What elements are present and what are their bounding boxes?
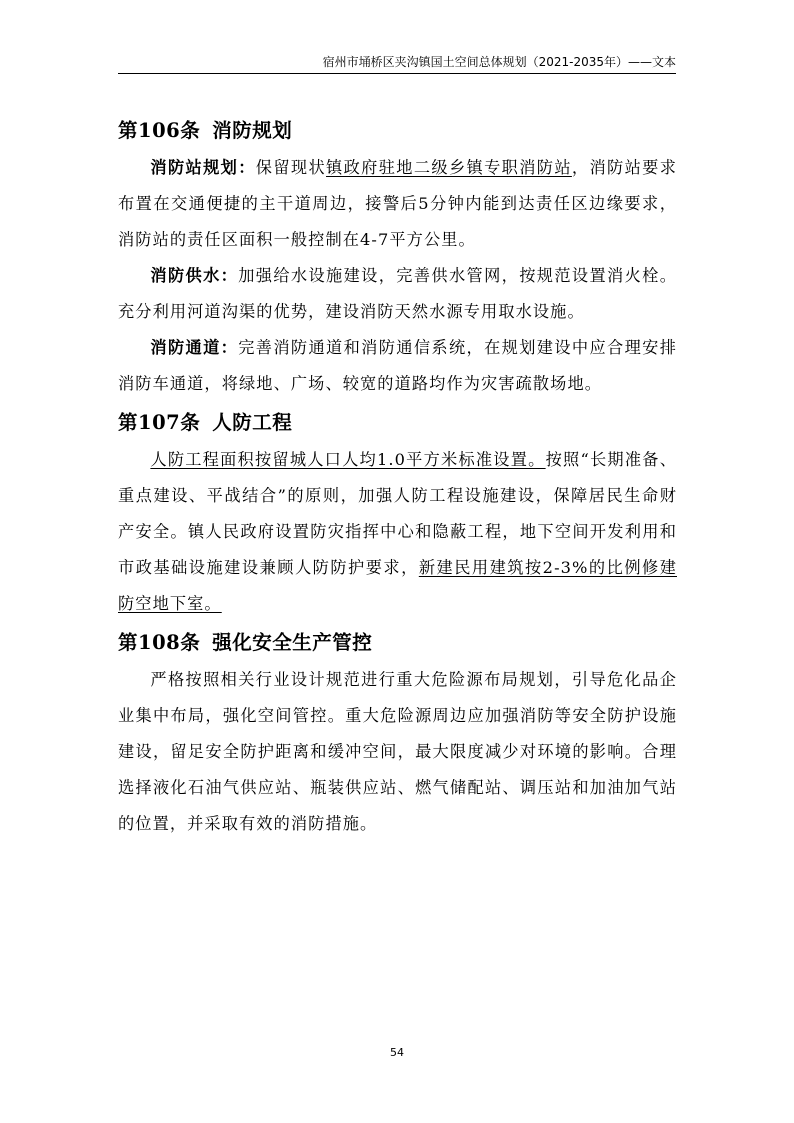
paragraph-text: 加强给水设施建设，完善供水管网，按规范设置消火栓。充分利用河道沟渠的优势，建设消防天然水源专用取水设施。: [118, 266, 678, 321]
section-107: [118, 404, 677, 622]
paragraph-text: 按照“长期准备、重点建设、平战结合”的原则，加强人防工程设施建设，保障居民生命财产安全。镇人民政府设置防灾指挥中心和隐蔽工程，地下空间开发利用和市政基础设施建设兼顾人防防护要求，: [118, 450, 677, 577]
paragraph-fire-access: [118, 330, 677, 402]
underlined-text: 镇政府驻地二级乡镇专职消防站: [326, 158, 572, 177]
paragraph-lead: 消防供水：: [150, 266, 239, 285]
header-title: 宿州市埇桥区夹沟镇国土空间总体规划（2021-2035年）——文本: [322, 55, 676, 69]
paragraph-lead: 消防通道：: [150, 338, 239, 357]
running-header: [118, 54, 676, 74]
paragraph-text: ，消防站要求布置在交通便捷的主干道周边，接警后5分钟内能到达责任区边缘要求，消防站的责任区面积一般控制在4-7平方公里。: [118, 158, 677, 249]
section-number: 第108条: [118, 631, 201, 654]
section-heading: [118, 404, 677, 442]
paragraph-text: 保留现状: [255, 158, 327, 177]
page-number: 54: [390, 1046, 404, 1059]
document-body: [118, 112, 677, 842]
section-title: 消防规划: [212, 119, 293, 142]
paragraph-text: 完善消防通道和消防通信系统，在规划建设中应合理安排消防车通道，将绿地、广场、较宽的道路均作为灾害疏散场地。: [118, 338, 678, 393]
page-footer: [0, 1046, 794, 1059]
paragraph-fire-water: [118, 258, 677, 330]
section-number: 第107条: [118, 411, 201, 434]
paragraph-safety-control: [118, 662, 677, 842]
underlined-text: 人防工程面积按留城人口人均1.0平方米标准设置。: [150, 450, 546, 469]
section-heading: [118, 624, 677, 662]
section-title: 强化安全生产管控: [212, 631, 373, 654]
section-heading: [118, 112, 677, 150]
section-title: 人防工程: [212, 411, 293, 434]
section-108: [118, 624, 677, 842]
paragraph-fire-station: [118, 150, 677, 258]
paragraph-lead: 消防站规划：: [150, 158, 256, 177]
section-number: 第106条: [118, 119, 201, 142]
section-106: [118, 112, 677, 402]
paragraph-text: 严格按照相关行业设计规范进行重大危险源布局规划，引导危化品企业集中布局，强化空间管控。重大危险源周边应加强消防等安全防护设施建设，留足安全防护距离和缓冲空间，最大限度减少对环境的影响。合理选择液化石油气供应站、瓶装供应站、燃气储配站、调压站和加油加气站的位置，并采取有效的消防措施。: [118, 670, 677, 833]
paragraph-civil-defense: [118, 442, 677, 622]
underlined-text: 新建民用建筑按2-3%的比例修建防空地下室。: [118, 558, 677, 613]
